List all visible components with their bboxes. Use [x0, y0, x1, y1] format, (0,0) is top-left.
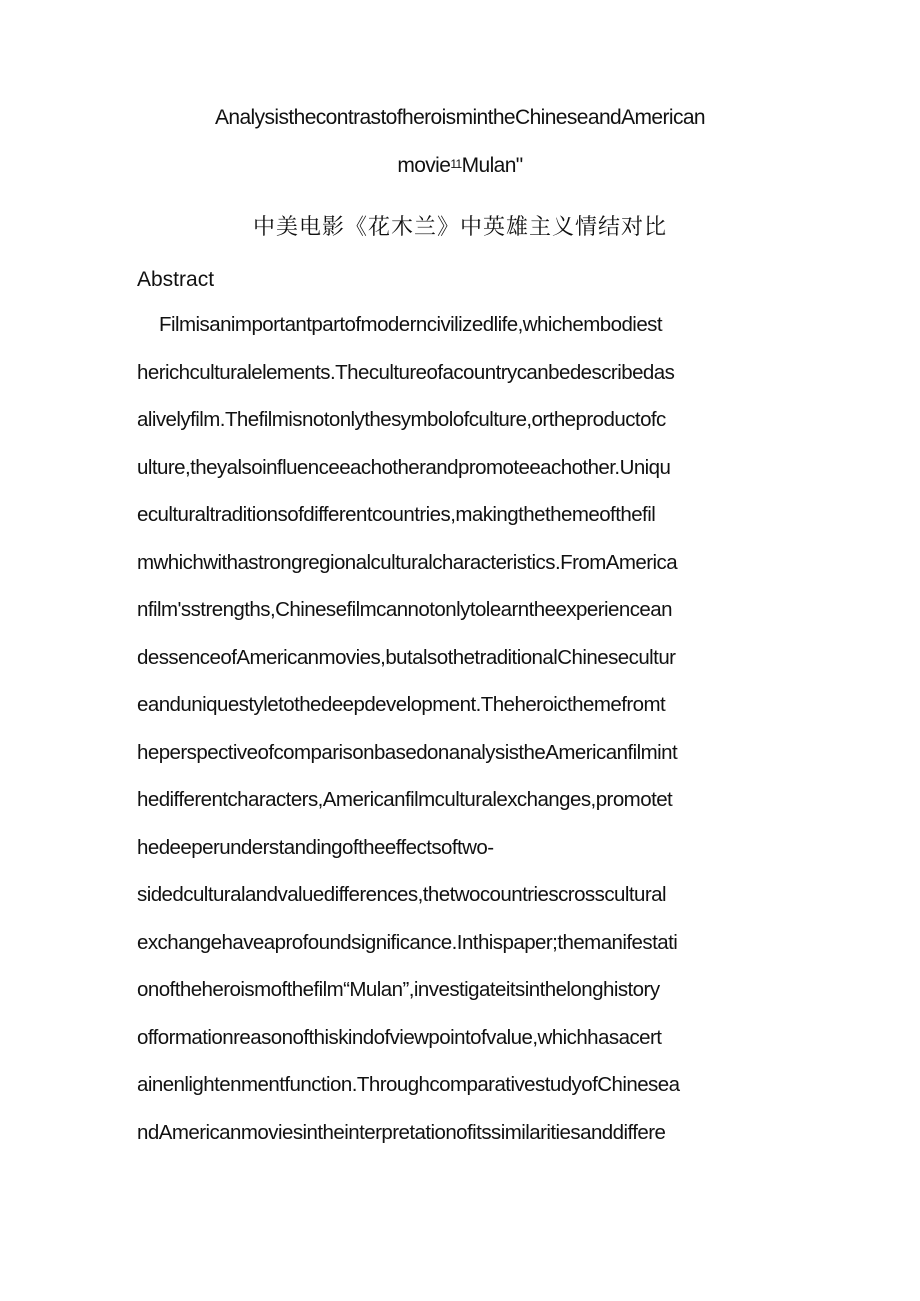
abstract-line: ulture,theyalsoinfluenceeachotherandpromoteeachother.Uniqu: [137, 455, 671, 479]
english-title-line-1: AnalysisthecontrastofheroismintheChineseandAmerican: [214, 106, 705, 129]
abstract-line: sidedculturalandvaluedifferences,thetwocountriescrosscultural: [137, 883, 666, 906]
abstract-line: Filmisanimportantpartofmoderncivilizedlife,whichembodiest: [159, 313, 663, 336]
abstract-line: exchangehaveaprofoundsignificance.Inthispaper;themanifestati: [137, 930, 678, 954]
abstract-line: ndAmericanmoviesintheinterpretationofitssimilaritiesanddiffere: [137, 1120, 666, 1144]
abstract-line: eculturaltraditionsofdifferentcountries,makingthethemeofthefil: [137, 503, 656, 526]
abstract-body: [137, 311, 787, 1166]
abstract-line: hedeeperunderstandingoftheeffectsoftwo-: [137, 835, 494, 859]
abstract-line: alivelyfilm.Thefilmisnotonlythesymbolofculture,ortheproductofc: [137, 408, 666, 431]
abstract-line: offormationreasonofthiskindofviewpointofvalue,whichhasacert: [137, 1025, 662, 1049]
abstract-line: herichculturalelements.Thecultureofacountrycanbedescribedas: [137, 360, 675, 384]
abstract-line: hedifferentcharacters,Americanfilmculturalexchanges,promotet: [137, 788, 673, 811]
abstract-heading: Abstract: [137, 268, 215, 291]
abstract-line: eanduniquestyletothedeepdevelopment.Theheroicthemefromt: [137, 693, 666, 716]
abstract-line: nfilm'sstrengths,Chinesefilmcannotonlytolearntheexperiencean: [137, 598, 672, 621]
abstract-line: dessenceofAmericanmovies,butalsothetraditionalChinesecultur: [137, 645, 676, 669]
english-title-line-2-prefix: movie: [397, 154, 451, 177]
english-title-line-2-suffix: Mulan": [461, 154, 523, 177]
chinese-title: 中美电影《花木兰》中英雄主义情结对比: [252, 215, 667, 240]
footnote-superscript: 11: [450, 157, 462, 171]
abstract-line: mwhichwithastrongregionalculturalcharacteristics.FromAmerica: [137, 550, 678, 574]
abstract-line: heperspectiveofcomparisonbasedonanalysistheAmericanfilmint: [137, 740, 678, 764]
abstract-line: ainenlightenmentfunction.ThroughcomparativestudyofChinesea: [137, 1073, 680, 1096]
abstract-line: onoftheheroismofthefilm“Mulan”,investigateitsinthelonghistory: [137, 978, 660, 1001]
english-title-line-2: [0, 152, 920, 180]
